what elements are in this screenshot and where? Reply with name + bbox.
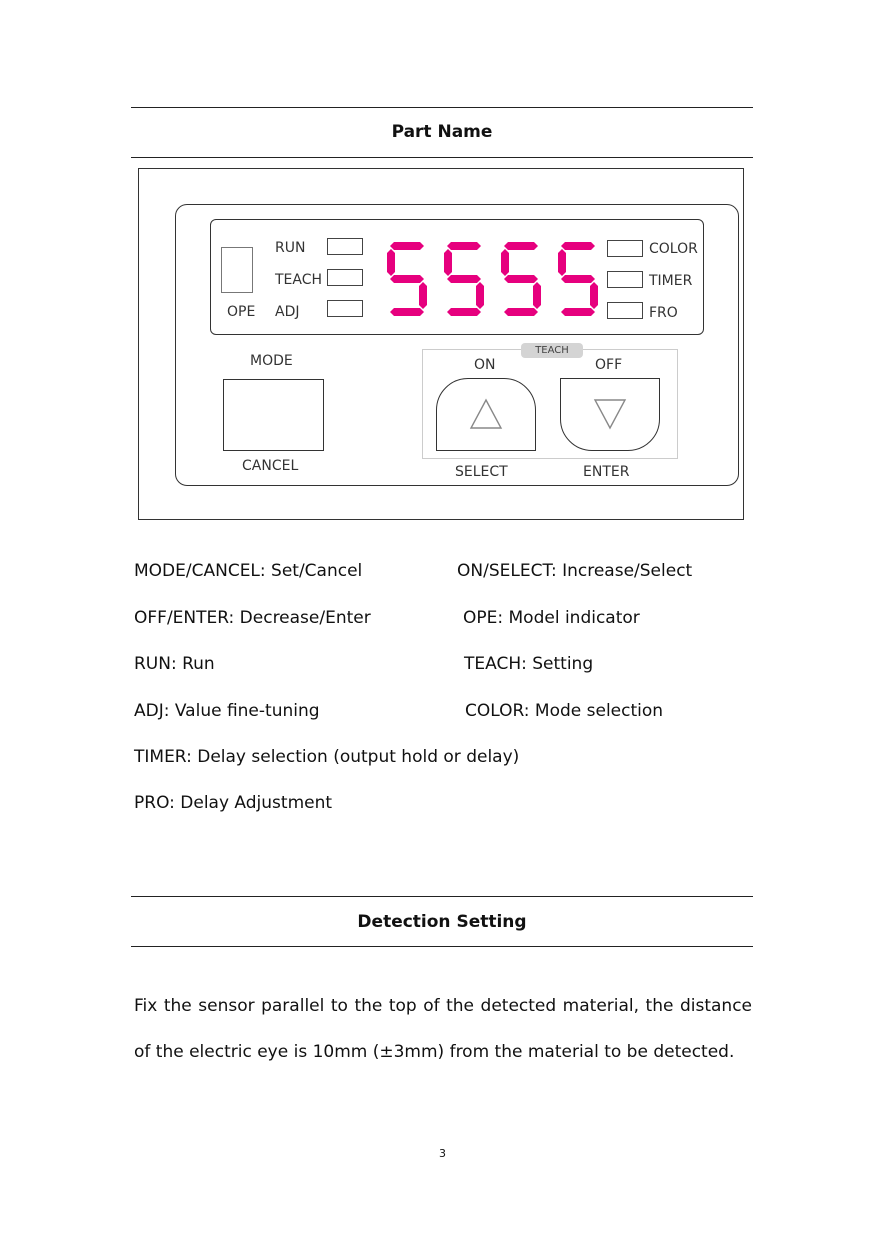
cancel-label: CANCEL <box>242 458 299 474</box>
desc-teach: TEACH: Setting <box>464 654 594 674</box>
page-number: 3 <box>439 1147 446 1160</box>
panel-figure <box>138 168 744 520</box>
digit-2-segment-a <box>447 242 481 250</box>
desc-adj: ADJ: Value fine-tuning <box>134 701 320 721</box>
digit-2-segment-d <box>447 308 481 316</box>
desc-mode-cancel: MODE/CANCEL: Set/Cancel <box>134 561 363 581</box>
digit-2-segment-g <box>447 275 481 283</box>
fro-label: FRO <box>649 305 678 321</box>
digit-4-segment-f <box>558 249 566 276</box>
up-arrow-icon <box>469 398 503 430</box>
digit-1-segment-f <box>387 249 395 276</box>
title-underline <box>131 157 753 158</box>
run-led <box>327 238 363 255</box>
timer-led <box>607 271 643 288</box>
digit-4-segment-a <box>561 242 595 250</box>
fro-led <box>607 302 643 319</box>
top-rule <box>131 107 753 108</box>
digit-3-segment-g <box>504 275 538 283</box>
section2-top-rule <box>131 896 753 897</box>
color-led <box>607 240 643 257</box>
color-label: COLOR <box>649 241 698 257</box>
desc-color: COLOR: Mode selection <box>465 701 664 721</box>
section-title-part-name: Part Name <box>391 122 493 142</box>
desc-run: RUN: Run <box>134 654 215 674</box>
adj-led <box>327 300 363 317</box>
off-label: OFF <box>595 357 623 373</box>
digit-2-segment-f <box>444 249 452 276</box>
on-label: ON <box>474 357 496 373</box>
ope-label: OPE <box>227 304 256 320</box>
digit-1-segment-d <box>390 308 424 316</box>
digit-3-segment-c <box>533 282 541 309</box>
sensor-panel <box>175 204 739 486</box>
mode-button[interactable] <box>223 379 324 451</box>
section2-underline <box>131 946 753 947</box>
desc-on-select: ON/SELECT: Increase/Select <box>457 561 693 581</box>
adj-label: ADJ <box>275 304 300 320</box>
digit-4-segment-d <box>561 308 595 316</box>
teach-tag: TEACH <box>521 343 583 358</box>
off-enter-button[interactable] <box>560 378 660 451</box>
digit-3-segment-d <box>504 308 538 316</box>
desc-off-enter: OFF/ENTER: Decrease/Enter <box>134 608 371 628</box>
desc-timer: TIMER: Delay selection (output hold or delay) <box>134 747 520 767</box>
select-label: SELECT <box>455 464 508 480</box>
timer-label: TIMER <box>649 273 693 289</box>
digit-4-segment-c <box>590 282 598 309</box>
digit-1-segment-a <box>390 242 424 250</box>
teach-led <box>327 269 363 286</box>
seven-segment-display <box>381 238 603 320</box>
digit-1-segment-g <box>390 275 424 283</box>
desc-pro: PRO: Delay Adjustment <box>134 793 333 813</box>
digit-1-segment-c <box>419 282 427 309</box>
mode-label: MODE <box>250 353 293 369</box>
down-arrow-icon <box>593 398 627 430</box>
display-window <box>210 219 704 335</box>
teach-indicator-label: TEACH <box>275 272 323 288</box>
run-label: RUN <box>275 240 306 256</box>
digit-3-segment-f <box>501 249 509 276</box>
enter-label: ENTER <box>583 464 630 480</box>
section-title-detection-setting: Detection Setting <box>357 912 527 932</box>
ope-indicator <box>221 247 253 293</box>
digit-2-segment-c <box>476 282 484 309</box>
digit-3-segment-a <box>504 242 538 250</box>
on-select-button[interactable] <box>436 378 536 451</box>
detection-paragraph: Fix the sensor parallel to the top of the detected material, the distance of the electric eye is 10mm (±3mm) from the material to be detected. <box>134 996 752 1062</box>
desc-ope: OPE: Model indicator <box>463 608 640 628</box>
digit-4-segment-g <box>561 275 595 283</box>
